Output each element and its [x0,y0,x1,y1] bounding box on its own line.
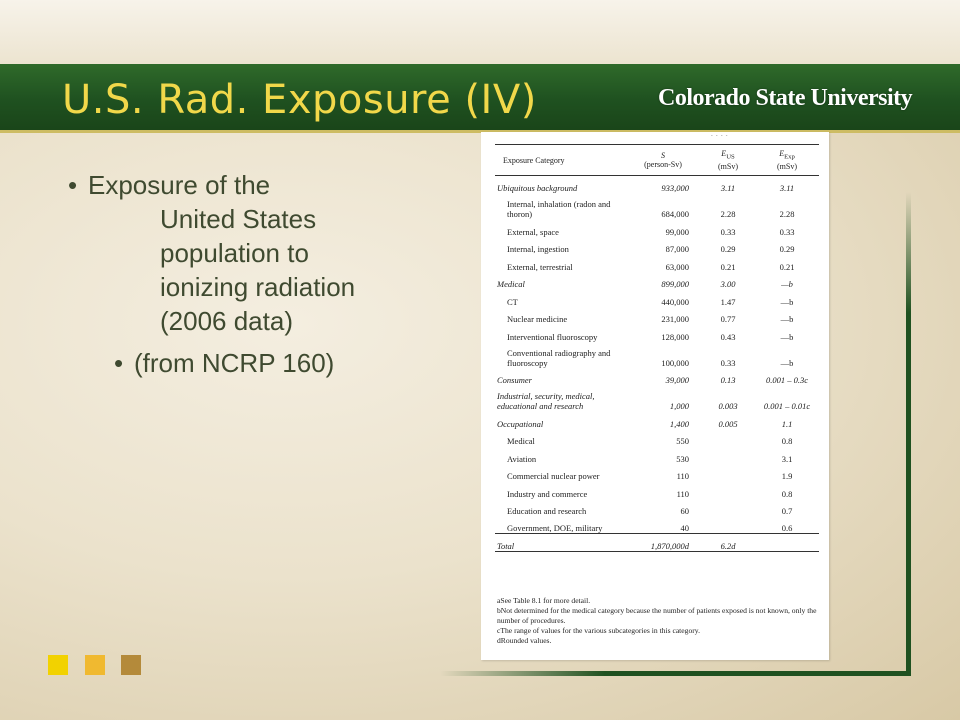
accent-square-yellow [48,655,68,675]
table-cell: 1.9 [781,471,793,481]
table-cell: 3.00 [720,279,736,289]
table-cell: 530 [676,453,689,464]
table-cell: External, terrestrial [507,261,573,272]
table-cell: 128,000 [661,331,689,342]
table-cell: Government, DOE, military [507,523,603,533]
table-cell: —b [780,331,794,342]
footnote: dRounded values. [497,636,552,645]
bullet-list [68,168,413,380]
table-row [495,254,819,272]
table-cell: CT [507,296,518,307]
table-cell: Aviation [507,453,537,464]
table-cell: 231,000 [661,314,689,324]
header-collective-dose: S (person-Sv) [625,145,701,176]
table-cell: 0.33 [779,226,795,237]
table-footnotes [497,596,817,646]
table-cell: 0.005 [718,418,738,429]
table-cell: 0.001 – 0.3c [765,375,809,385]
table-cell: 2.28 [720,209,736,219]
bullet-dot-icon: • [114,348,124,378]
accent-square-orange [85,655,105,675]
frame-line-bottom [440,671,911,676]
table-row [495,272,819,290]
table-cell [701,446,755,464]
table-cell: Ubiquitous background [497,183,578,193]
table-cell [701,429,755,447]
accent-square-brown [121,655,141,675]
table-cell [701,516,755,534]
table-cell: 1,000 [669,401,689,411]
table-cell: 0.29 [720,244,736,254]
table-cell: 0.77 [720,314,736,324]
bullet-text-source: (from NCRP 160) [134,348,335,378]
table-row [495,289,819,307]
table-cell: Industrial, security, medical, educational and research [497,391,595,411]
exposure-table [495,144,819,552]
frame-line-right [906,192,911,676]
table-cell: Medical [507,436,535,446]
table-row [495,499,819,517]
table-cell: 110 [676,488,689,499]
header-e-us: $E_{US}$ (mSv) [701,145,755,176]
table-cell: 0.8 [781,488,793,499]
table-row [495,429,819,447]
table-cell: 2.28 [779,209,795,219]
table-cell: Interventional fluoroscopy [507,331,598,342]
bullet-dot-icon: • [68,170,78,200]
table-cell: 1,870,000d [625,534,701,552]
table-row [495,516,819,534]
table-cell: 1.47 [720,296,736,307]
table-body [495,176,819,552]
table-cell: Education and research [507,506,587,516]
table-cell: Occupational [497,418,544,429]
table-cell: 0.003 [718,401,738,411]
table-cell: 1.1 [781,418,793,429]
footnote: bNot determined for the medical category because the number of patients exposed is not known, only the number of procedures. [497,606,817,625]
table-cell: —b [780,357,794,368]
table-row [495,411,819,429]
table-cell: 6.2d [701,534,755,552]
table-cell: Consumer [497,375,532,385]
table-cell: Internal, inhalation (radon and thoron) [507,199,611,219]
table-cell: 3.11 [779,183,795,193]
footnote: aSee Table 8.1 for more detail. [497,596,591,605]
table-row [495,237,819,255]
table-cell: 39,000 [665,375,689,385]
table-cell [701,499,755,517]
table-row [495,324,819,342]
table-cell [701,464,755,482]
table-cell: Commercial nuclear power [507,471,600,481]
table-row [495,176,819,194]
table-cell: —b [780,296,794,307]
table-cell: Medical [497,279,525,289]
table-header-row [495,145,819,176]
scan-artifact: - - - - [711,134,729,139]
table-cell: 0.29 [779,244,795,254]
table-cell: 3.1 [781,453,793,464]
table-cell: 0.7 [781,506,793,516]
table-cell: 87,000 [665,244,689,254]
table-row [495,219,819,237]
table-cell: 0.8 [781,436,793,446]
bullet-item-source [114,346,413,380]
header-e-exp: $E_{Exp}$ (mSv) [755,145,819,176]
header-exposure-category: Exposure Category [495,145,625,176]
bullet-item-main [68,168,413,338]
table-row [495,193,819,219]
table-cell: Total [495,534,625,552]
footnote: cThe range of values for the various subcategories in this category. [497,626,700,635]
table-cell: 1,400 [669,418,689,429]
table-cell: Industry and commerce [507,488,588,499]
table-cell: 63,000 [665,261,689,272]
table-cell: 0.21 [720,261,736,272]
table-cell: Nuclear medicine [507,314,568,324]
slide-top-background [0,0,960,64]
table-total-row [495,534,819,552]
table-cell: 0.6 [781,523,793,533]
table-cell: 684,000 [661,209,689,219]
table-row [495,342,819,368]
exposure-table-image [481,132,829,660]
table-cell: 0.43 [720,331,736,342]
table-cell: 110 [676,471,689,481]
table-cell: —b [780,314,794,324]
table-cell: 899,000 [661,279,689,289]
table-cell [701,481,755,499]
table-row [495,446,819,464]
table-cell: 3.11 [720,183,736,193]
slide-title: U.S. Rad. Exposure (IV) [62,77,537,123]
table-cell: 0.21 [779,261,795,272]
table-cell: 933,000 [661,183,689,193]
table-cell: 0.33 [720,226,736,237]
table-cell [755,534,819,552]
table-cell: 550 [676,436,689,446]
table-row [495,307,819,325]
table-cell: 40 [680,523,689,533]
table-cell: Internal, ingestion [507,244,569,254]
table-row [495,368,819,386]
table-cell: 440,000 [661,296,689,307]
table-cell: External, space [507,226,559,237]
university-logo: Colorado State University [658,85,913,111]
table-row [495,385,819,411]
bullet-text-continuation: United States population to ionizing radiation (2006 data) [160,204,356,336]
table-cell: 0.001 – 0.01c [763,401,811,411]
bullet-text-first-line: Exposure of the [88,170,271,200]
table-cell: 0.33 [720,357,736,368]
table-cell: 60 [680,506,689,516]
table-cell: 0.13 [720,375,736,385]
table-cell: 100,000 [661,357,689,368]
table-cell: Conventional radiography and fluoroscopy [507,347,611,368]
table-row [495,481,819,499]
table-cell: 99,000 [665,226,689,237]
table-row [495,464,819,482]
table-cell: —b [781,279,793,289]
